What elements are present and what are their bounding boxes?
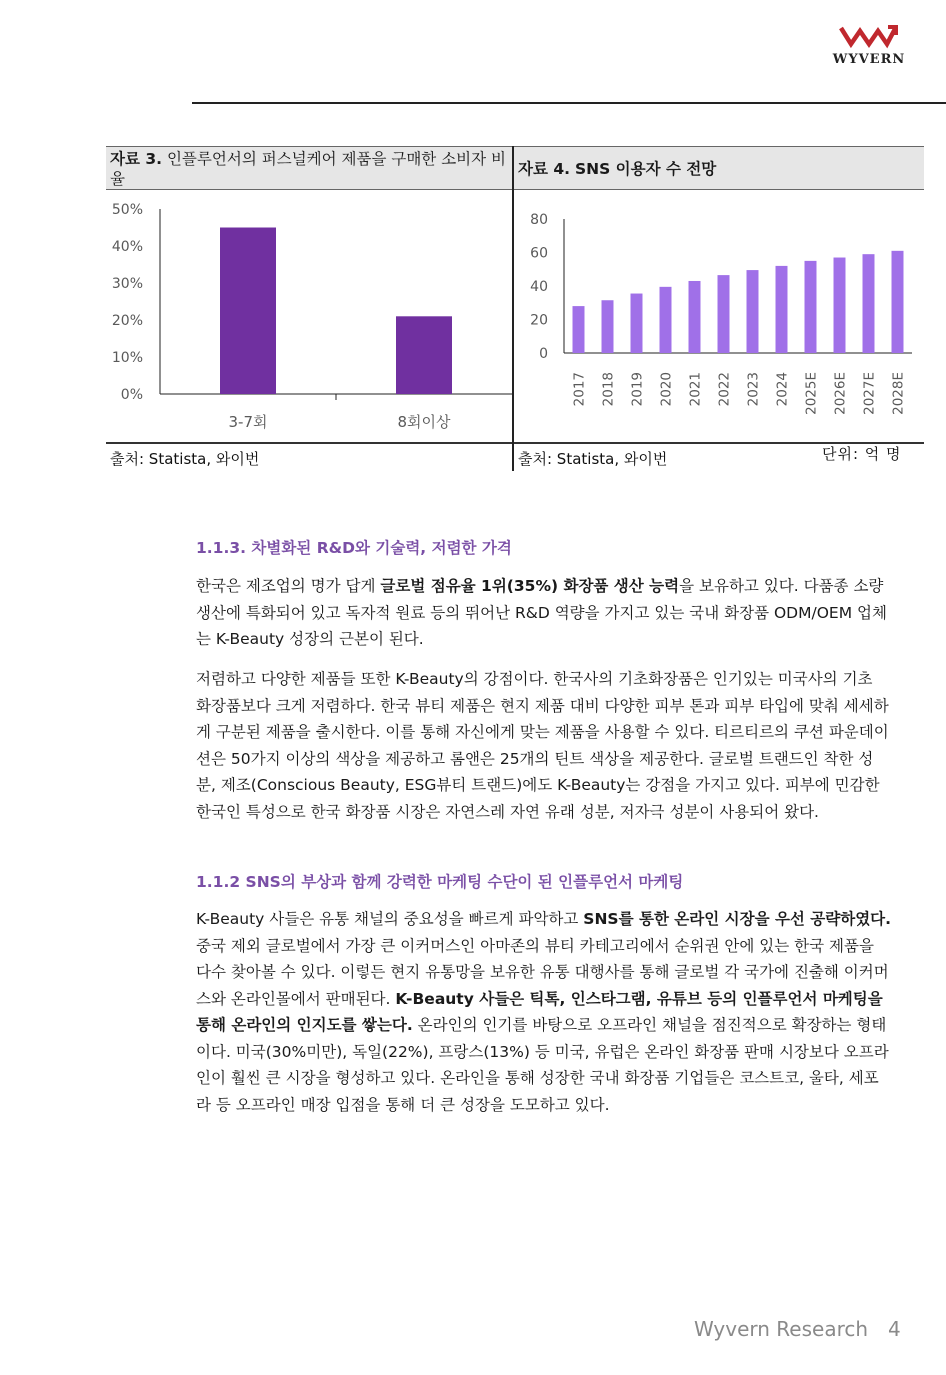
y-tick-label: 40% <box>111 239 143 255</box>
fig4-title: SNS 이용자 수 전망 <box>574 160 717 178</box>
fig4-unit: 단위: 억 명 <box>822 445 902 463</box>
x-tick-label: 2022 <box>716 372 733 407</box>
paragraph-production <box>196 573 892 653</box>
bar <box>747 270 759 353</box>
header-rule <box>192 102 946 104</box>
text-run: 을 보유하고 있다. 다품종 소량생산에 특화되어 있고 독자적 원료 등의 뛰어난 R&D 역량을 가지고 있는 국내 화장품 ODM/OEM 업체는 K-Beauty 성장의 근본이 된다. <box>196 577 887 648</box>
x-tick-label: 2027E <box>861 372 878 415</box>
y-tick-label: 60 <box>530 245 548 262</box>
y-tick-label: 0% <box>120 387 143 403</box>
x-tick-label: 2023 <box>745 372 762 407</box>
fig4-source: 출처: Statista, 와이번 <box>518 450 668 468</box>
fig3-chart <box>106 192 512 442</box>
bar <box>660 287 672 353</box>
x-tick-label: 2018 <box>600 372 617 407</box>
fig3-title: 인플루언서의 퍼스널케어 제품을 구매한 소비자 비율 <box>110 150 507 188</box>
bold-run: K-Beauty 사들은 틱톡, 인스타그램, 유튜브 등의 인플루언서 마케팅을 통해 온라인의 인지도를 쌓는다. <box>196 989 883 1034</box>
footer <box>694 1317 901 1341</box>
y-tick-label: 0 <box>539 346 548 362</box>
y-tick-label: 10% <box>111 350 143 366</box>
y-tick-label: 50% <box>111 202 143 218</box>
bar <box>834 258 846 353</box>
bar <box>863 254 875 353</box>
text-run: 온라인의 인기를 바탕으로 오프라인 채널을 점진적으로 확장하는 형태이다. 미국(30%미만), 독일(22%), 프랑스(13%) 등 미국, 유럽은 온라인 화장품 판매 시장보다 오프라인이 훨씬 큰 시장을 형성하고 있다. 온라인을 통해 성장한 국내 화장품 기업들은 코스트코, 울타, 세포라 등 오프라인 매장 입점을 통해 더 큰 성장을 도모하고 있다. <box>196 1016 889 1114</box>
x-tick-label: 2020 <box>658 372 675 407</box>
logo-text: WYVERN <box>832 52 906 67</box>
footer-brand: Wyvern Research <box>694 1317 869 1341</box>
bar <box>689 281 701 353</box>
bar <box>805 261 817 353</box>
section-title-sns: 1.1.2 SNS의 부상과 함께 강력한 마케팅 수단이 된 인플루언서 마케팅 <box>196 873 684 891</box>
y-tick-label: 30% <box>111 276 143 292</box>
text-run: 저렴하고 다양한 제품들 또한 K-Beauty의 강점이다. 한국사의 기초화장품은 인기있는 미국사의 기초 화장품보다 크게 저렴하다. 한국 뷰티 제품은 현지 제품 대비 다양한 피부 톤과 피부 타입에 맞춰 세세하게 구분된 제품을 출시한다. 이를 통해 자신에게 맞는 제품을 사용할 수 있다. 티르티르의 쿠션 파운데이션은 50가지 이상의 색상을 제공하고 롬앤은 25개의 틴트 색상을 제공한다. 글로벌 트랜드인 착한 성분, 제조(Conscious Beauty, ESG뷰티 트랜드)에도 K-Beauty는 강점을 가지고 있다. 피부에 민감한 한국인 특성으로 한국 화장품 시장은 자연스레 자연 유래 성분, 저자극 성분이 사용되어 왔다. <box>196 670 889 821</box>
bar <box>396 316 452 394</box>
fig3-bottom-rule <box>106 442 512 444</box>
paragraph-price <box>196 666 892 825</box>
y-tick-label: 20% <box>111 313 143 329</box>
x-tick-label: 2021 <box>687 372 704 407</box>
x-tick-label: 3-7회 <box>228 413 268 431</box>
fig3-header <box>106 146 512 190</box>
fig4-chart <box>514 192 924 442</box>
bar <box>631 294 643 353</box>
y-tick-label: 40 <box>530 279 548 295</box>
x-tick-label: 2026E <box>832 372 849 415</box>
fig4-header <box>514 146 924 190</box>
fig3-chart-svg <box>106 192 512 442</box>
text-run: 중국 제외 글로벌에서 가장 큰 이커머스인 아마존의 뷰티 카테고리에서 순위권 안에 있는 한국 제품을 다수 찾아볼 수 있다. 이렇든 현지 유통망을 보유한 유통 대행사를 통해 글로벌 각 국가에 진출해 이커머스와 온라인몰에서 판매된다. <box>196 936 889 1008</box>
y-tick-label: 80 <box>530 212 548 228</box>
fig3-label: 자료 3. <box>110 150 163 168</box>
bar <box>776 266 788 353</box>
bar <box>573 306 585 353</box>
wyvern-logo-mark-icon <box>838 22 900 50</box>
y-tick-label: 20 <box>530 312 548 329</box>
fig3-source: 출처: Statista, 와이번 <box>110 450 260 468</box>
bar <box>602 300 614 353</box>
page-number: 4 <box>888 1317 901 1341</box>
bar <box>220 228 276 395</box>
section-title-rnd: 1.1.3. 차별화된 R&D와 기술력, 저렴한 가격 <box>196 539 512 557</box>
bar <box>892 251 904 353</box>
fig4-chart-svg <box>514 192 924 442</box>
paragraph-influencer <box>196 906 892 1118</box>
x-tick-label: 2028E <box>890 372 907 415</box>
x-tick-label: 2019 <box>629 372 646 407</box>
x-tick-label: 2017 <box>571 372 588 407</box>
x-tick-label: 8회이상 <box>397 413 451 431</box>
x-tick-label: 2024 <box>774 372 791 407</box>
wyvern-logo <box>826 22 912 78</box>
text-run: K-Beauty 사들은 유통 채널의 중요성을 빠르게 파악하고 <box>196 910 584 928</box>
bold-run: SNS를 통한 온라인 시장을 우선 공략하였다. <box>583 910 892 928</box>
text-run: 한국은 제조업의 명가 답게 <box>196 577 381 595</box>
bar <box>718 275 730 353</box>
x-tick-label: 2025E <box>803 372 820 415</box>
bold-run: 글로벌 점유율 1위(35%) 화장품 생산 능력 <box>380 577 680 595</box>
fig4-label: 자료 4. <box>518 160 571 178</box>
